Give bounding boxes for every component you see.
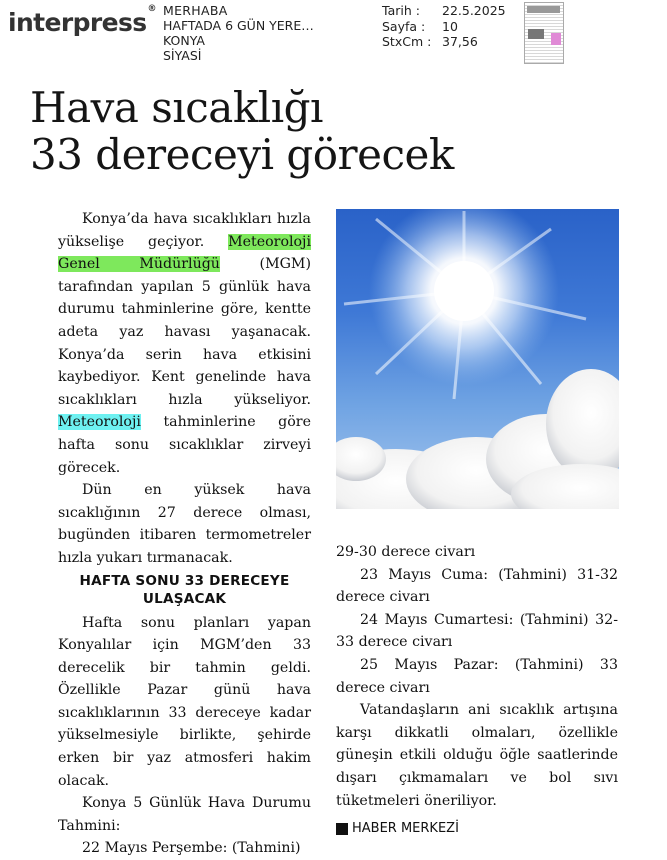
paragraph-3: Hafta sonu planları yapan Konyalılar için MGM’den 33 derecelik bir tahmin geldi. Özellikle Pazar günü hava sıcaklıklarının 33 dereceye kadar yükselmesiyle birlikte, şehirde erken bir yaz atmosferi hakim olacak.	[58, 614, 311, 789]
meta-row-stxcm: StxCm : 37,56	[382, 34, 478, 49]
byline-square-icon	[336, 823, 348, 835]
paragraph-2: Dün en yüksek hava sıcaklığının 27 derece olması, bugünden itibaren termometreler hızla yukarı tırmanacak.	[58, 482, 311, 566]
publication-name: MERHABA	[163, 3, 228, 18]
sun-photo	[336, 209, 619, 509]
meta-row-page: Sayfa : 10	[382, 18, 458, 34]
article-subheading: HAFTA SONU 33 DERECEYE ULAŞACAK	[79, 572, 290, 607]
headline-line-2: 33 dereceyi görecek	[30, 130, 454, 179]
paragraph-1: Konya’da hava sıcaklıkları hızla yükselişe geçiyor. Meteoroloji Genel Müdürlüğü (MGM) tarafından yapılan 5 günlük hava durumu tahminlerine göre, kentte adeta yaz havası yaşanacak. Konya’da serin hava etkisini kaybediyor. Kent genelinde hava sıcaklıkları hızla yükseliyor. Meteoroloji tahminlerine göre hafta sonu sıcaklıklar zirveyi görecek.	[58, 211, 311, 476]
interpress-logo	[8, 4, 156, 37]
paragraph-advice: Vatandaşların ani sıcaklık artışına karşı dikkatli olmaları, özellikle güneşin etkili olduğu öğle saatlerinde dışarı çıkmamaları ve bol sıvı tüketmeleri öneriliyor.	[336, 702, 618, 809]
publication-info	[163, 3, 314, 63]
publication-category: SİYASİ	[163, 48, 202, 63]
registered-mark: ®	[147, 4, 156, 14]
article-headline	[30, 84, 454, 178]
byline	[336, 818, 618, 841]
headline-line-1: Hava sıcaklığı	[30, 83, 323, 132]
meta-row-date: Tarih : 22.5.2025	[382, 3, 506, 18]
highlight-meteoroloji: Meteoroloji	[58, 414, 141, 431]
forecast-sunday: 25 Mayıs Pazar: (Tahmini) 33 derece civarı	[336, 656, 618, 696]
paragraph-4: Konya 5 Günlük Hava Durumu Tahmini:	[58, 795, 311, 834]
forecast-friday: 23 Mayıs Cuma: (Tahmini) 31-32 derece civarı	[336, 566, 618, 606]
forecast-saturday: 24 Mayıs Cumartesi: (Tahmini) 32-33 derece civarı	[336, 611, 618, 651]
article-column-left	[58, 208, 311, 860]
thumbnail-photo	[528, 29, 544, 39]
page-thumbnail[interactable]	[524, 2, 564, 64]
thumbnail-masthead	[527, 6, 560, 13]
forecast-thursday: 22 Mayıs Perşembe: (Tahmini)	[82, 840, 301, 857]
publication-city: KONYA	[163, 33, 205, 48]
byline-text: HABER MERKEZİ	[352, 821, 459, 837]
article-column-right	[336, 541, 618, 841]
clipping-meta	[382, 3, 517, 50]
sun-icon	[336, 209, 619, 509]
publication-frequency: HAFTADA 6 GÜN YERE…	[163, 18, 314, 33]
logo-text: interpress	[8, 8, 147, 37]
highlight-mgm: Meteoroloji Genel Müdürlüğü	[58, 233, 311, 273]
clipping-header	[0, 0, 667, 72]
thumbnail-highlight	[551, 33, 561, 45]
forecast-thursday-value: 29-30 derece civarı	[336, 544, 476, 560]
